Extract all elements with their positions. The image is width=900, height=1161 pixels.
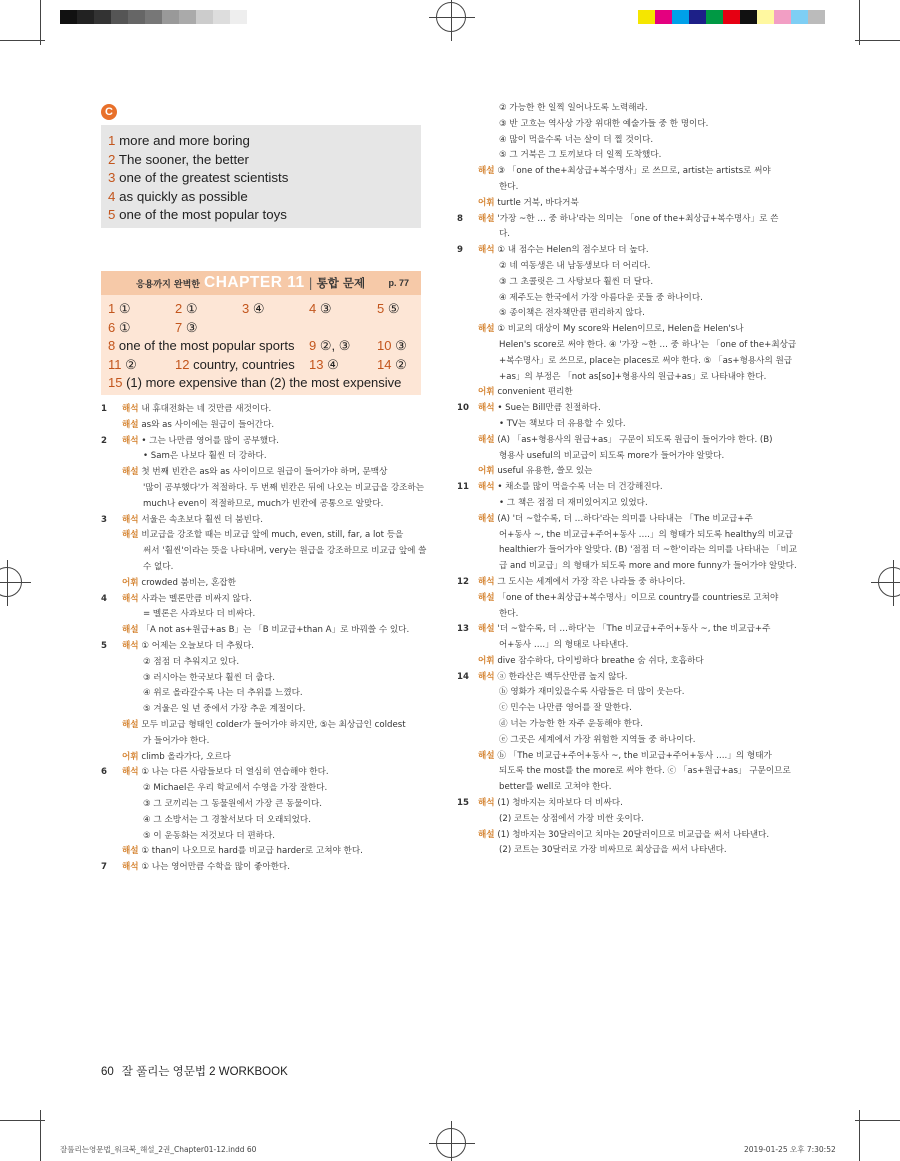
chapter-answer-number: 10 xyxy=(377,338,392,354)
chapter-answers xyxy=(101,295,421,395)
explanation-line xyxy=(457,591,782,607)
explanation-label: 해설 xyxy=(122,719,139,730)
question-number: 13 xyxy=(457,624,469,635)
question-number: 2 xyxy=(101,435,107,446)
explanation-text: ⑤ 겨울은 일 년 중에서 가장 추운 계절이다. xyxy=(143,704,306,715)
question-number: 10 xyxy=(457,403,469,414)
explanation-line xyxy=(101,528,421,544)
explanation-text: 한다. xyxy=(499,608,519,619)
question-number: 7 xyxy=(101,862,107,873)
explanation-line xyxy=(457,291,782,307)
explanation-text: 내 휴대전화는 네 것만큼 새것이다. xyxy=(141,404,272,414)
crop-mark xyxy=(0,40,45,41)
explanation-text: 써서 '훨씬'이라는 뜻을 나타내며, very는 원급을 강조하므로 비교급 앞에 쓸 xyxy=(143,546,427,557)
crop-mark xyxy=(0,1120,45,1121)
explanation-text: (1) 청바지는 치마보다 더 비싸다. xyxy=(497,798,623,809)
explanation-line xyxy=(457,685,782,701)
chapter-answer-item xyxy=(108,338,294,353)
explanation-text: useful 유용한, 쓸모 있는 xyxy=(497,466,593,477)
explanation-label: 해석 xyxy=(478,798,495,809)
explanation-line xyxy=(457,227,782,243)
explanation-text: ⓐ 한라산은 백두산만큼 높지 않다. xyxy=(497,671,628,682)
chapter-answer-text: ③ xyxy=(185,319,198,335)
explanation-text: +as」의 부정은 「not as[so]+형용사의 원급+as」로 나타내야 한다. xyxy=(499,371,767,382)
explanation-text: ⓒ 민수는 나만큼 영어를 잘 말한다. xyxy=(499,703,632,714)
explanation-line xyxy=(101,671,421,687)
explanation-line xyxy=(101,560,421,576)
section-c-badge: C xyxy=(101,104,117,120)
explanation-line xyxy=(101,592,421,608)
chapter-answer-item xyxy=(377,301,400,317)
chapter-answer-number: 11 xyxy=(108,356,122,372)
explanation-line xyxy=(457,196,782,212)
explanation-label: 해설 xyxy=(478,324,495,335)
explanation-line xyxy=(101,639,421,655)
explanation-line xyxy=(457,843,782,859)
chapter-answer-item xyxy=(175,320,198,336)
explanation-text: ③ 「one of the+최상급+복수명사」로 쓰므로, artist는 artists로 써야 xyxy=(497,166,771,177)
explanation-line xyxy=(457,528,794,544)
chapter-subtitle: 통합 문제 xyxy=(316,276,366,290)
explanation-text: 사과는 멜론만큼 비싸지 않다. xyxy=(141,593,252,604)
chapter-answer-text: ① xyxy=(185,301,198,316)
explanation-line xyxy=(101,449,421,465)
explanation-label: 해설 xyxy=(478,434,495,445)
explanation-text: +복수명사」로 쓰므로, place는 places로 써야 한다. ⑤ 「as+형용사의 원급 xyxy=(499,355,793,366)
c-answer-number: 1 xyxy=(108,133,116,148)
explanation-label: 해설 xyxy=(478,166,495,177)
explanation-line xyxy=(101,607,421,623)
c-answer-text: one of the most popular toys xyxy=(119,207,287,223)
explanation-text: climb 올라가다, 오르다 xyxy=(141,751,231,762)
explanation-text: ⓑ 「The 비교급+주어+동사 ~, the 비교급+주어+동사 ….」의 형태가 xyxy=(497,750,772,761)
c-answer-number: 3 xyxy=(108,170,116,186)
explanation-line xyxy=(457,701,782,717)
explanation-text: ③ 반 고흐는 역사상 가장 위대한 예술가들 중 한 명이다. xyxy=(499,118,709,129)
chapter-answer-text: ② xyxy=(125,356,137,372)
crop-mark xyxy=(859,0,860,45)
explanation-line xyxy=(101,402,421,418)
page-number: 60 xyxy=(101,1066,114,1078)
explanation-line xyxy=(101,655,421,671)
explanation-label: 해석 xyxy=(122,514,139,525)
explanation-line xyxy=(457,370,782,386)
chapter-answer-item xyxy=(108,357,137,373)
explanation-text: ① 나는 다른 사람들보다 더 열심히 연습해야 한다. xyxy=(141,767,329,778)
explanation-line xyxy=(457,733,782,749)
question-number: 12 xyxy=(457,576,469,587)
chapter-answer-item xyxy=(377,357,407,373)
explanation-text: 형용사 useful의 비교급이 되도록 more가 들어가야 알맞다. xyxy=(499,450,725,461)
explanation-line xyxy=(101,844,421,860)
explanation-line xyxy=(457,764,791,780)
explanation-text: ① 나는 영어만큼 수학을 많이 좋아한다. xyxy=(141,862,290,873)
explanation-label: 해석 xyxy=(478,671,495,682)
explanation-line xyxy=(457,148,782,164)
explanation-label: 해설 xyxy=(122,625,139,636)
chapter-answer-text: ① xyxy=(118,301,131,316)
explanation-line xyxy=(101,797,421,813)
explanation-label: 어휘 xyxy=(122,577,139,588)
explanation-line xyxy=(457,212,782,228)
explanation-label: 어휘 xyxy=(478,197,495,208)
chapter-page-ref: p. 77 xyxy=(388,278,409,288)
explanation-text: 모두 비교급 형태인 colder가 들어가야 하지만, ⑤는 최상급인 coldest xyxy=(141,719,406,730)
question-number: 8 xyxy=(457,213,463,224)
explanation-text: ③ 그 코끼리는 그 동물원에서 가장 큰 동물이다. xyxy=(143,798,322,809)
question-number: 6 xyxy=(101,767,107,778)
explanation-text: healthier가 들어가야 알맞다. (B) '점점 더 ~한'이라는 의미를 나타내는 「비교 xyxy=(499,545,798,556)
explanation-text: • Sam은 나보다 훨씬 더 강하다. xyxy=(143,451,267,462)
explanations-left-column xyxy=(101,402,427,876)
print-slug-file: 잘풀리는영문법_워크북_해설_2권_Chapter01-12.indd 60 xyxy=(60,1145,257,1154)
explanation-label: 어휘 xyxy=(122,751,139,762)
explanation-text: (2) 코트는 상점에서 가장 비싼 옷이다. xyxy=(499,813,644,824)
explanation-text: • 그 책은 점점 더 재미있어지고 있었다. xyxy=(499,497,648,508)
question-number: 1 xyxy=(101,404,107,414)
explanation-line xyxy=(457,259,782,275)
question-number: 9 xyxy=(457,245,463,256)
explanation-label: 해설 xyxy=(478,513,495,524)
explanation-text: • 그는 나만큼 영어를 많이 공부했다. xyxy=(141,435,280,446)
explanation-text: (A) '더 ~할수록, 더 …하다'라는 의미를 나타내는 「The 비교급+주 xyxy=(497,513,753,524)
explanation-label: 해석 xyxy=(478,576,495,587)
book-title: 잘 풀리는 영문법 2 WORKBOOK xyxy=(121,1066,288,1078)
explanation-line xyxy=(101,623,421,639)
chapter-label: CHAPTER 11 xyxy=(204,274,305,291)
explanation-text: ④ 위로 올라갈수록 나는 더 추위를 느꼈다. xyxy=(143,688,303,699)
crop-mark xyxy=(40,0,41,45)
c-answer-row xyxy=(108,132,414,151)
explanation-line xyxy=(457,117,782,133)
explanation-line xyxy=(101,544,427,560)
explanation-label: 어휘 xyxy=(478,387,495,398)
explanation-line xyxy=(457,543,798,559)
explanation-line xyxy=(101,702,421,718)
explanation-line xyxy=(101,750,421,766)
crop-mark xyxy=(859,1110,860,1161)
explanation-text: ⑤ 그 거북은 그 토끼보다 더 일찍 도착했다. xyxy=(499,150,662,161)
explanation-text: ① than이 나오므로 hard를 비교급 harder로 고쳐야 한다. xyxy=(141,846,363,857)
explanation-line xyxy=(457,101,782,117)
chapter-answer-text: ⑤ xyxy=(387,301,400,316)
question-number: 4 xyxy=(101,593,107,604)
explanation-label: 어휘 xyxy=(478,655,495,666)
explanation-line xyxy=(101,734,421,750)
explanation-text: 급 and 비교급」의 형태가 되도록 more and more funny가 들어가야 알맞다. xyxy=(499,561,797,572)
chapter-answer-number: 6 xyxy=(108,319,116,335)
explanation-line xyxy=(457,638,782,654)
color-calibration-bar xyxy=(638,10,825,24)
explanation-line xyxy=(457,670,782,686)
explanation-line xyxy=(457,780,782,796)
chapter-header xyxy=(101,271,421,295)
explanation-text: (1) 청바지는 30달러이고 치마는 20달러이므로 비교급을 써서 나타낸다. xyxy=(497,829,770,840)
section-c-answer-box xyxy=(101,125,421,228)
explanation-label: 어휘 xyxy=(478,466,495,477)
explanation-label: 해설 xyxy=(122,846,139,857)
chapter-answer-item xyxy=(108,320,131,336)
chapter-answer-number: 9 xyxy=(309,338,317,354)
explanation-text: ④ 그 소방서는 그 경찰서보다 더 오래되었다. xyxy=(143,814,311,825)
explanation-line xyxy=(101,860,421,876)
c-answer-row xyxy=(108,188,414,207)
chapter-answer-text: country, countries xyxy=(193,356,295,372)
explanation-text: (A) 「as+형용사의 원급+as」 구문이 되도록 원급이 들어가야 한다. (B) xyxy=(497,434,773,445)
explanation-label: 해석 xyxy=(122,404,139,414)
chapter-answer-number: 14 xyxy=(377,356,392,372)
explanation-line xyxy=(457,717,782,733)
explanation-label: 해설 xyxy=(478,213,495,224)
explanation-line xyxy=(101,686,421,702)
explanation-line xyxy=(457,322,782,338)
explanation-label: 해설 xyxy=(122,467,139,478)
explanation-label: 해설 xyxy=(478,750,495,761)
question-number: 11 xyxy=(457,482,469,493)
explanation-line xyxy=(457,133,782,149)
c-answer-number: 4 xyxy=(108,188,116,204)
explanation-text: 한다. xyxy=(499,181,519,192)
chapter-answer-item xyxy=(242,301,265,317)
explanation-text: better를 well로 고쳐야 한다. xyxy=(499,782,612,793)
c-answer-text: one of the greatest scientists xyxy=(119,170,289,186)
chapter-answer-number: 15 xyxy=(108,375,123,391)
chapter-answer-text: ① xyxy=(118,319,131,335)
explanation-line xyxy=(101,765,421,781)
explanation-label: 해설 xyxy=(478,592,495,603)
chapter-answer-item xyxy=(377,338,407,354)
crop-mark xyxy=(40,1110,41,1161)
explanation-line xyxy=(457,243,782,259)
explanation-line xyxy=(457,559,797,575)
chapter-answer-number: 7 xyxy=(175,319,183,335)
chapter-answer-number: 13 xyxy=(309,356,324,372)
crop-mark xyxy=(855,1120,900,1121)
explanation-label: 해설 xyxy=(478,829,495,840)
chapter-answer-number: 5 xyxy=(377,301,385,316)
explanation-line xyxy=(457,354,793,370)
question-number: 15 xyxy=(457,798,469,809)
explanation-line xyxy=(457,338,797,354)
explanation-line xyxy=(457,433,782,449)
explanation-line xyxy=(457,164,782,180)
explanation-text: 다. xyxy=(499,229,511,240)
explanation-text: '많이 공부했다'가 적절하다. 두 번째 빈칸은 뒤에 나오는 비교급을 강조하는 xyxy=(143,482,425,493)
explanation-line xyxy=(457,749,782,765)
explanation-text: ① 어제는 오늘보다 더 추웠다. xyxy=(141,640,255,651)
c-answer-row xyxy=(108,206,414,225)
gray-calibration-bar xyxy=(60,10,247,24)
registration-mark-bottom xyxy=(436,1128,466,1158)
chapter-answer-panel xyxy=(101,271,421,395)
question-number: 5 xyxy=(101,640,107,651)
chapter-answer-text: (1) more expensive than (2) the most expensive xyxy=(126,375,402,391)
explanation-text: 첫 번째 빈칸은 as와 as 사이이므로 원급이 들어가야 하며, 문맥상 xyxy=(141,467,388,478)
explanation-line xyxy=(101,781,421,797)
crop-mark xyxy=(855,40,900,41)
explanation-text: turtle 거북, 바다거북 xyxy=(497,197,579,208)
explanation-text: 어+동사 ….」의 형태로 나타낸다. xyxy=(499,640,629,651)
chapter-answer-number: 4 xyxy=(309,301,317,316)
explanation-text: 수 없다. xyxy=(143,561,174,572)
page-footer xyxy=(101,1063,288,1079)
chapter-answer-item xyxy=(108,375,401,390)
explanation-text: as와 as 사이에는 원급이 들어간다. xyxy=(141,419,275,430)
c-answer-number: 2 xyxy=(108,151,116,167)
explanation-text: Helen's score로 써야 한다. ④ '가장 ~한 … 중 하나'는 「one of the+최상급 xyxy=(499,339,797,350)
explanation-line xyxy=(457,306,782,322)
registration-mark-left xyxy=(0,567,22,597)
chapter-answer-text: one of the most popular sports xyxy=(118,338,295,354)
chapter-prefix: 응용까지 완벽한 xyxy=(136,279,200,290)
explanation-text: (2) 코트는 30달러로 가장 비싸므로 최상급을 써서 나타낸다. xyxy=(499,845,727,856)
explanation-line xyxy=(457,828,782,844)
explanation-text: ⓑ 영화가 재미있을수록 사람들은 더 많이 웃는다. xyxy=(499,687,685,698)
chapter-answer-number: 2 xyxy=(175,301,183,316)
chapter-answer-number: 8 xyxy=(108,338,116,354)
explanation-text: ⑤ 이 운동화는 저것보다 더 편하다. xyxy=(143,830,276,841)
explanation-line xyxy=(101,718,421,734)
explanations-right-column xyxy=(457,101,798,859)
explanation-line xyxy=(457,575,782,591)
explanation-line xyxy=(457,512,782,528)
chapter-answer-item xyxy=(175,301,198,317)
explanation-text: ① 비교의 대상이 My score와 Helen이므로, Helen을 Helen's나 xyxy=(497,324,744,335)
explanation-label: 해설 xyxy=(122,530,139,541)
explanation-line xyxy=(101,813,421,829)
explanation-line xyxy=(101,481,425,497)
explanation-text: ② 네 여동생은 내 남동생보다 더 어리다. xyxy=(499,260,651,271)
c-answer-row xyxy=(108,151,414,170)
explanation-label: 해설 xyxy=(478,624,495,635)
chapter-answer-item xyxy=(309,338,350,354)
explanation-text: convenient 편리한 xyxy=(497,387,573,398)
explanation-label: 해석 xyxy=(122,435,139,446)
c-answer-number: 5 xyxy=(108,207,116,223)
chapter-answer-number: 3 xyxy=(242,301,250,316)
question-number: 3 xyxy=(101,514,107,525)
explanation-text: much나 even이 적절하므로, much가 빈칸에 공통으로 알맞다. xyxy=(143,498,384,509)
explanation-line xyxy=(457,654,782,670)
explanation-line xyxy=(457,180,782,196)
explanation-line xyxy=(457,449,782,465)
explanation-label: 해석 xyxy=(122,862,139,873)
explanation-label: 해석 xyxy=(122,640,139,651)
explanation-text: = 멜론은 사과보다 더 비싸다. xyxy=(143,609,256,620)
explanation-text: ④ 제주도는 한국에서 가장 아름다운 곳들 중 하나이다. xyxy=(499,292,703,303)
chapter-answer-text: ③ xyxy=(395,338,407,354)
chapter-answer-text: ②, ③ xyxy=(319,338,351,354)
explanation-text: • 채소를 많이 먹을수록 너는 더 건강해진다. xyxy=(497,482,663,493)
explanation-text: 가 들어가야 한다. xyxy=(143,735,210,746)
explanation-label: 해석 xyxy=(478,482,495,493)
explanation-text: ⑤ 종이책은 전자책만큼 편리하지 않다. xyxy=(499,308,645,319)
chapter-answer-text: ③ xyxy=(319,301,332,316)
explanation-line xyxy=(101,829,421,845)
explanation-text: crowded 붐비는, 혼잡한 xyxy=(141,577,236,588)
explanation-text: • TV는 책보다 더 유용할 수 있다. xyxy=(499,418,626,429)
chapter-answer-item xyxy=(309,357,339,373)
explanation-text: ⓓ 너는 가능한 한 자주 운동해야 한다. xyxy=(499,719,643,730)
explanation-text: '더 ~할수록, 더 …하다'는 「The 비교급+주어+동사 ~, the 비교급+주 xyxy=(497,624,771,635)
explanation-text: 서울은 속초보다 훨씬 더 붐빈다. xyxy=(141,514,263,525)
chapter-answer-text: ④ xyxy=(327,356,339,372)
explanation-text: • Sue는 Bill만큼 친절하다. xyxy=(497,403,601,414)
chapter-answer-item xyxy=(175,357,295,372)
chapter-answer-number: 1 xyxy=(108,301,116,316)
explanation-text: ② 점점 더 추워지고 있다. xyxy=(143,656,240,667)
explanation-label: 해석 xyxy=(478,245,495,256)
registration-mark-top xyxy=(436,2,466,32)
explanation-text: '가장 ~한 … 중 하나'라는 의미는 「one of the+최상급+복수명사」로 쓴 xyxy=(497,213,779,224)
c-answer-text: The sooner, the better xyxy=(118,151,249,167)
explanation-text: 「one of the+최상급+복수명사」이므로 country를 countries로 고쳐야 xyxy=(497,592,779,603)
explanation-text: ⓔ 그곳은 세계에서 가장 위험한 지역들 중 하나이다. xyxy=(499,734,696,745)
explanation-text: 비교급을 강조할 때는 비교급 앞에 much, even, still, far, a lot 등을 xyxy=(141,530,404,541)
explanation-label: 해설 xyxy=(122,419,139,430)
explanation-line xyxy=(457,607,782,623)
explanation-label: 해석 xyxy=(478,403,495,414)
explanation-text: dive 잠수하다, 다이빙하다 breathe 숨 쉬다, 호흡하다 xyxy=(497,655,704,666)
explanation-text: 그 도시는 세계에서 가장 작은 나라들 중 하나이다. xyxy=(497,576,686,587)
explanation-text: ① 내 점수는 Helen의 점수보다 더 높다. xyxy=(497,245,649,256)
explanation-line xyxy=(101,576,421,592)
chapter-answer-item xyxy=(309,301,332,317)
explanation-text: 되도록 the most를 the more로 써야 한다. ⓒ 「as+원급+as」 구문이므로 xyxy=(499,766,791,777)
explanation-line xyxy=(457,796,782,812)
explanation-line xyxy=(101,418,421,434)
explanation-line xyxy=(101,434,421,450)
print-slug-timestamp: 2019-01-25 오후 7:30:52 xyxy=(744,1145,836,1154)
explanation-line xyxy=(457,496,782,512)
explanation-line xyxy=(457,464,782,480)
explanation-line xyxy=(457,622,782,638)
c-answer-text: as quickly as possible xyxy=(119,188,248,204)
explanation-text: 「A not as+원급+as B」는 「B 비교급+than A」로 바꿔쓸 수 있다. xyxy=(141,625,410,636)
chapter-answer-text: ④ xyxy=(252,301,265,316)
explanation-text: 어+동사 ~, the 비교급+주어+동사 ….」의 형태가 되도록 healthy의 비교급 xyxy=(499,529,794,540)
explanation-line xyxy=(101,465,421,481)
explanation-line xyxy=(101,497,421,513)
explanation-line xyxy=(457,385,782,401)
explanation-label: 해석 xyxy=(122,767,139,778)
chapter-separator: | xyxy=(308,276,313,290)
explanation-line xyxy=(457,275,782,291)
chapter-answer-item xyxy=(108,301,131,317)
registration-mark-right xyxy=(878,567,900,597)
explanation-line xyxy=(457,417,782,433)
explanation-line xyxy=(457,401,782,417)
explanation-text: ③ 그 초콜릿은 그 사탕보다 훨씬 더 달다. xyxy=(499,276,654,287)
chapter-answer-text: ② xyxy=(395,356,407,372)
c-answer-text: more and more boring xyxy=(119,133,250,148)
explanation-line xyxy=(457,480,782,496)
explanation-text: ② Michael은 우리 학교에서 수영을 가장 잘한다. xyxy=(143,783,328,794)
explanation-text: ② 가능한 한 일찍 일어나도록 노력해라. xyxy=(499,103,648,113)
explanation-label: 해석 xyxy=(122,593,139,604)
question-number: 14 xyxy=(457,671,469,682)
explanation-text: ④ 많이 먹을수록 너는 살이 더 찔 것이다. xyxy=(499,134,654,145)
c-answer-row xyxy=(108,169,414,188)
explanation-line xyxy=(101,513,421,529)
explanation-text: ③ 러시아는 한국보다 훨씬 더 춥다. xyxy=(143,672,276,683)
explanation-line xyxy=(457,812,782,828)
chapter-answer-number: 12 xyxy=(175,356,190,372)
